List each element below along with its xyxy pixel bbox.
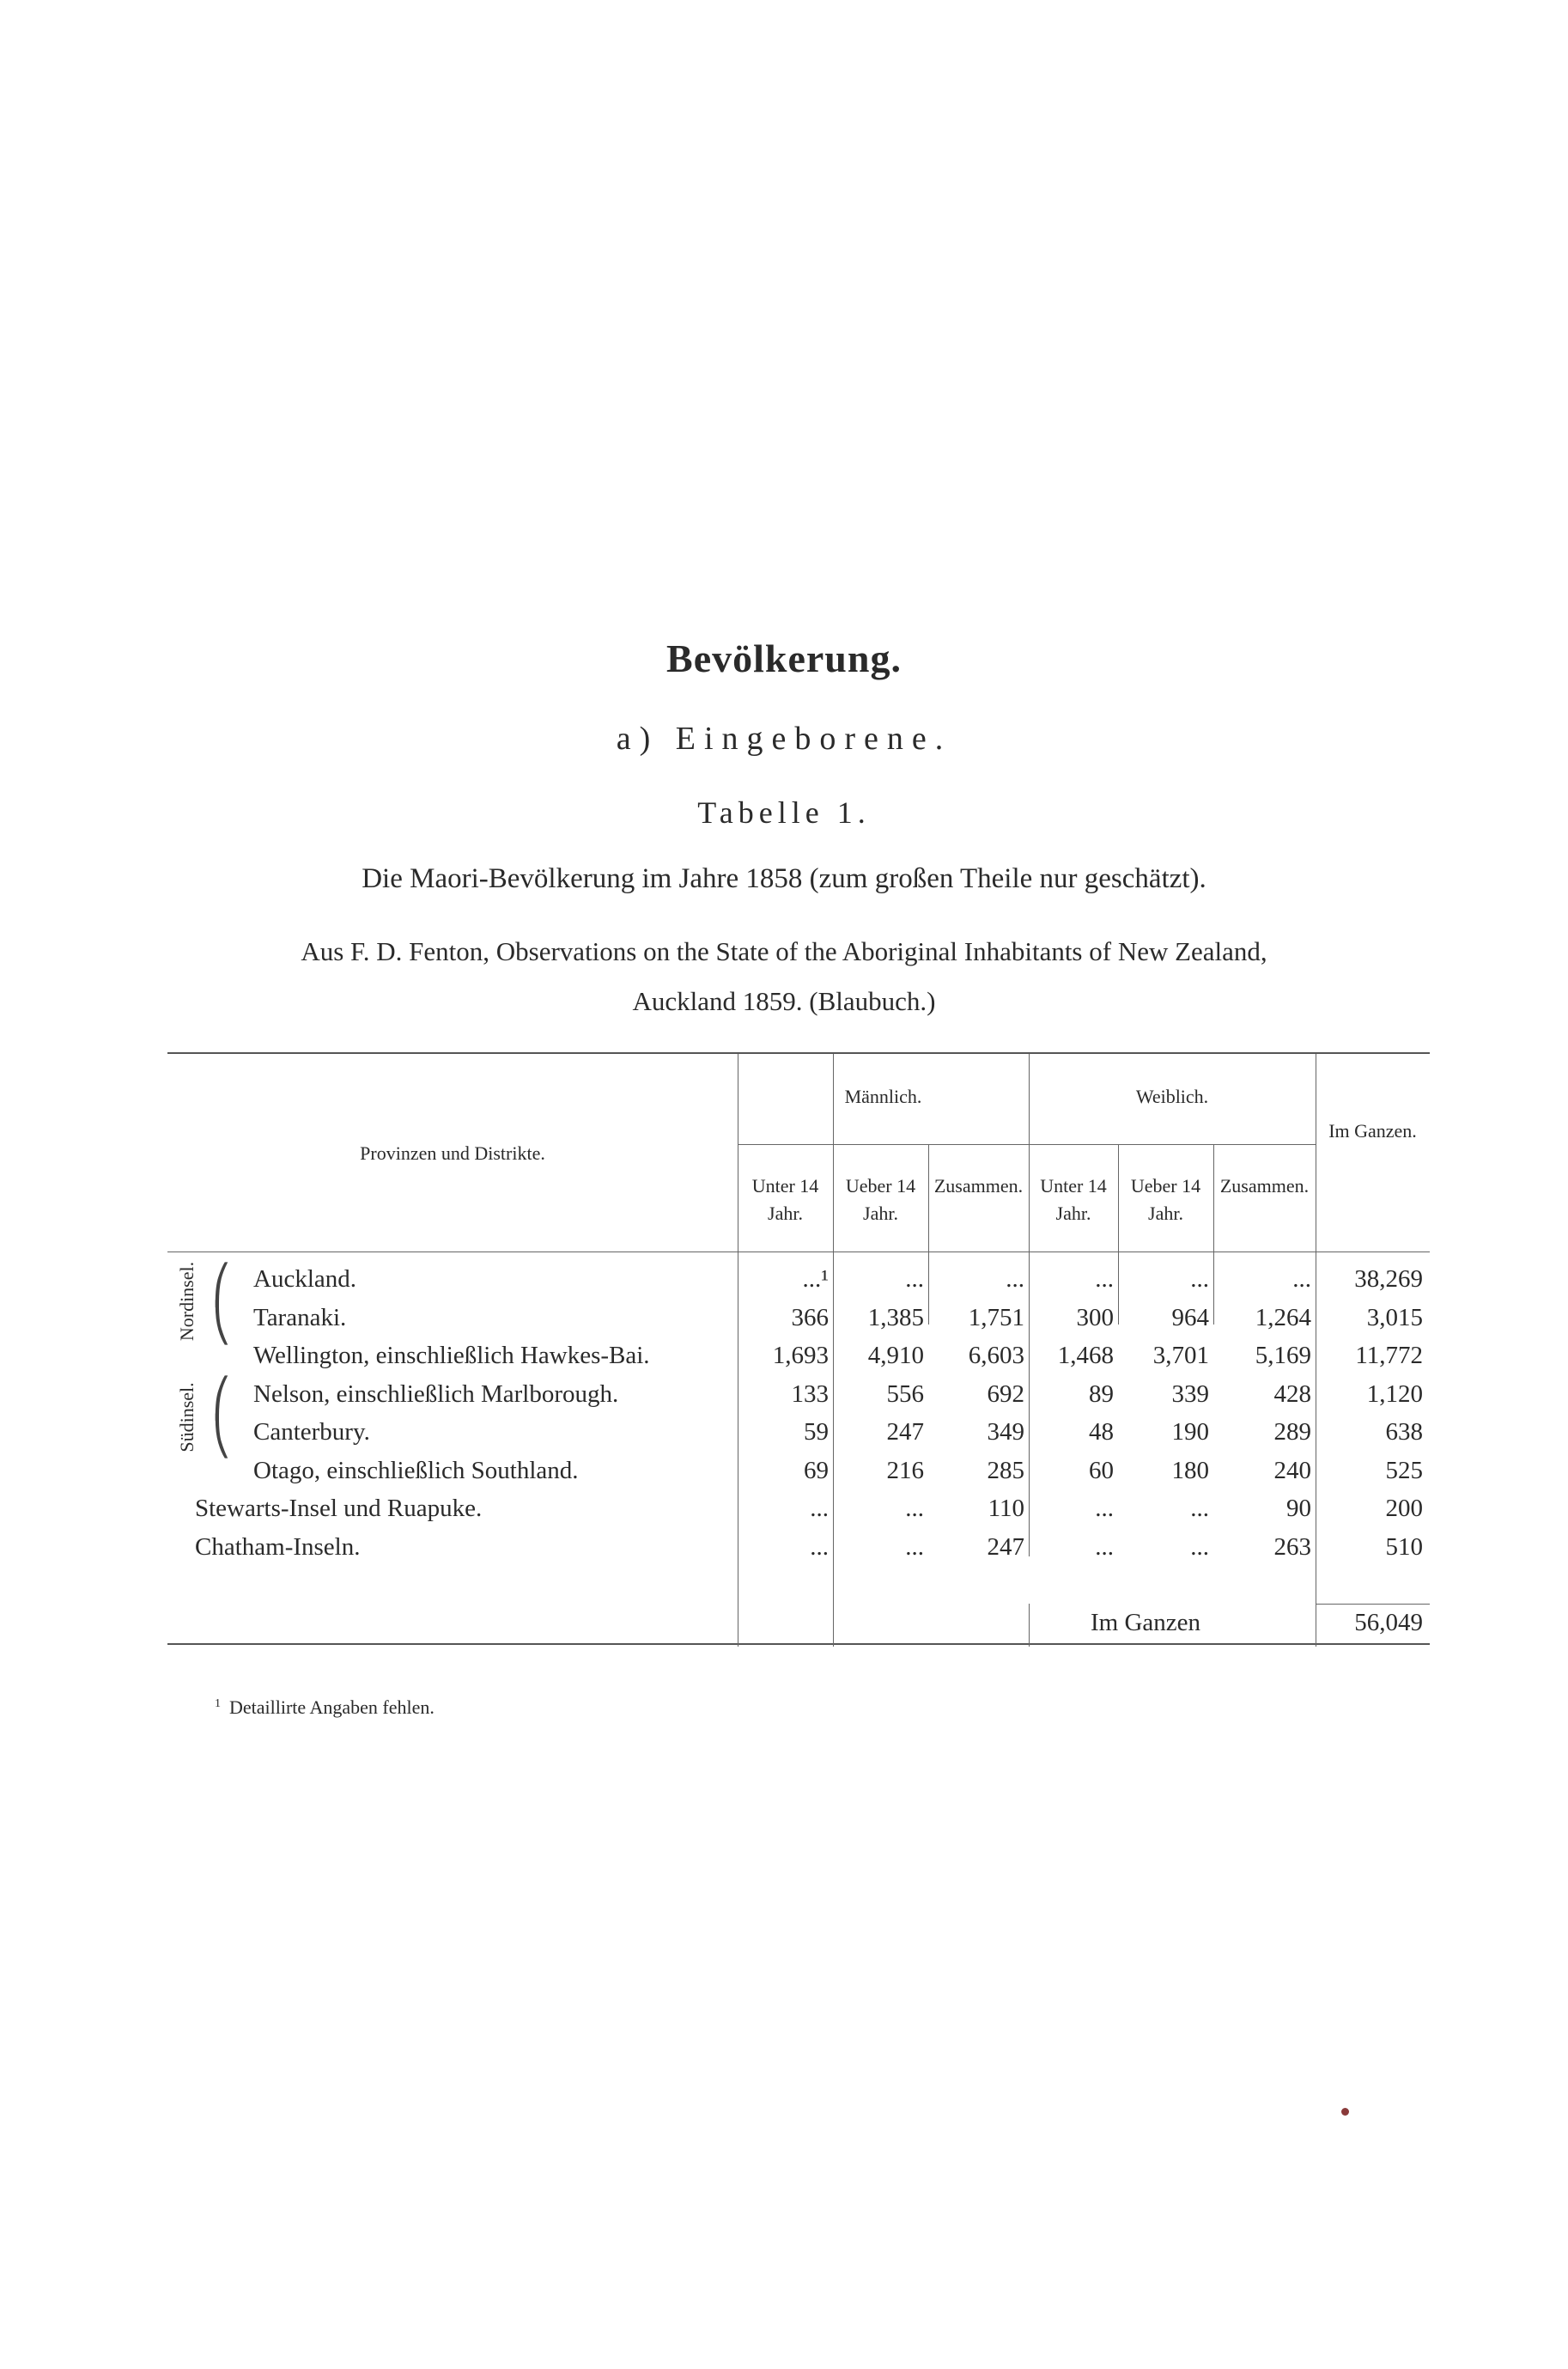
section-subtitle: a) Eingeborene.	[616, 721, 952, 757]
cell-total: 3,015	[1366, 1303, 1423, 1331]
cell-f-o: ...	[1190, 1532, 1209, 1561]
cell-m-s: 349	[987, 1418, 1024, 1446]
cell-f-s: 263	[1273, 1532, 1311, 1561]
cell-total: 638	[1385, 1418, 1423, 1446]
cell-m-s: 6,603	[968, 1342, 1024, 1369]
cell-f-s: 240	[1273, 1456, 1311, 1484]
header-male-sum: Zusammen.	[933, 1175, 1024, 1197]
cell-m-o: ...	[905, 1265, 924, 1293]
cell-total: 200	[1385, 1495, 1423, 1522]
cell-m-u: 366	[791, 1303, 829, 1331]
row-label: Auckland.	[253, 1265, 356, 1293]
row-label: Otago, einschließlich Southland.	[253, 1456, 579, 1484]
row-label: Taranaki.	[253, 1303, 347, 1331]
cell-f-s: 1,264	[1255, 1303, 1311, 1331]
brace-south: ⎝	[212, 1416, 231, 1458]
header-province: Provinzen und Distrikte.	[360, 1142, 545, 1164]
cell-total: 525	[1385, 1456, 1423, 1484]
cell-f-s: 90	[1286, 1495, 1311, 1522]
header-male: Männlich.	[844, 1086, 922, 1107]
table-label: Tabelle 1.	[697, 795, 871, 830]
cell-m-o: 247	[886, 1418, 924, 1446]
group-north-island: Nordinsel.	[176, 1261, 198, 1342]
footnote-text: Detaillirte Angaben fehlen.	[229, 1696, 435, 1718]
cell-f-u: ...	[1095, 1495, 1114, 1522]
cell-f-s: 5,169	[1255, 1342, 1311, 1369]
header-male-under: Unter 14 Jahr.	[751, 1175, 819, 1224]
header-male-over: Ueber 14 Jahr.	[845, 1175, 916, 1224]
cell-m-u: 1,693	[772, 1342, 829, 1369]
header-female-sum: Zusammen.	[1219, 1175, 1310, 1197]
cell-f-s: 289	[1273, 1418, 1311, 1446]
cell-m-s: ...	[1006, 1265, 1024, 1293]
cell-m-u: 69	[804, 1456, 829, 1484]
ink-spot	[1341, 2108, 1349, 2116]
cell-m-u: ...	[810, 1532, 829, 1561]
cell-total: 38,269	[1354, 1265, 1423, 1293]
brace-south: ⎛	[212, 1378, 231, 1420]
cell-f-o: 190	[1171, 1418, 1209, 1446]
cell-m-u: ...	[810, 1495, 829, 1522]
cell-f-u: 48	[1089, 1418, 1114, 1446]
cell-f-o: ...	[1190, 1495, 1209, 1522]
cell-f-s: ...	[1292, 1265, 1311, 1293]
row-label: Nelson, einschließlich Marlborough.	[253, 1379, 619, 1408]
cell-m-s: 692	[987, 1379, 1024, 1408]
cell-f-o: 964	[1171, 1303, 1209, 1331]
source-line-1: Aus F. D. Fenton, Observations on the State of the Aboriginal Inhabitants of New Zealand,	[301, 936, 1267, 966]
row-label: Stewarts-Insel und Ruapuke.	[195, 1495, 483, 1522]
cell-total: 510	[1385, 1532, 1423, 1561]
brace-north: ⎝	[212, 1302, 231, 1344]
cell-total: 1,120	[1366, 1379, 1423, 1408]
cell-m-s: 247	[987, 1532, 1024, 1561]
cell-total: 11,772	[1355, 1342, 1423, 1369]
cell-m-u: 133	[791, 1379, 829, 1408]
row-label: Canterbury.	[253, 1418, 370, 1446]
cell-m-u: 59	[804, 1418, 829, 1446]
cell-f-u: ...	[1095, 1265, 1114, 1293]
row-label: Chatham-Inseln.	[195, 1532, 361, 1561]
footnote	[215, 1696, 435, 1719]
table-title: Die Maori-Bevölkerung im Jahre 1858 (zum großen Theile nur geschätzt).	[362, 863, 1206, 894]
cell-m-s: 110	[988, 1495, 1024, 1522]
cell-f-o: 339	[1171, 1379, 1209, 1408]
cell-f-o: 3,701	[1152, 1342, 1209, 1369]
cell-m-s: 1,751	[968, 1303, 1024, 1331]
cell-m-u: ...¹	[802, 1265, 829, 1293]
cell-f-o: ...	[1190, 1265, 1209, 1293]
source-line-2: Auckland 1859. (Blaubuch.)	[632, 986, 936, 1016]
cell-m-s: 285	[987, 1456, 1024, 1484]
cell-f-s: 428	[1273, 1379, 1311, 1408]
brace-north: ⎛	[212, 1264, 231, 1306]
grand-total-value: 56,049	[1354, 1609, 1423, 1636]
cell-m-o: 556	[886, 1379, 924, 1408]
cell-f-u: 60	[1089, 1456, 1114, 1484]
cell-f-u: 1,468	[1057, 1342, 1114, 1369]
cell-f-u: ...	[1095, 1532, 1114, 1561]
cell-f-u: 89	[1089, 1379, 1114, 1408]
cell-f-u: 300	[1076, 1303, 1114, 1331]
footnote-mark: 1	[215, 1696, 221, 1710]
cell-m-o: 216	[886, 1456, 924, 1484]
population-table	[167, 1052, 1430, 1645]
page-title: Bevölkerung.	[666, 636, 902, 680]
group-south-island: Südinsel.	[176, 1382, 198, 1452]
header-female: Weiblich.	[1135, 1086, 1209, 1107]
header-female-over: Ueber 14 Jahr.	[1130, 1175, 1201, 1224]
grand-total-label: Im Ganzen	[1091, 1609, 1201, 1636]
header-female-under: Unter 14 Jahr.	[1040, 1175, 1107, 1224]
cell-m-o: 4,910	[867, 1342, 924, 1369]
cell-m-o: ...	[905, 1532, 924, 1561]
cell-f-o: 180	[1171, 1456, 1209, 1484]
header-total: Im Ganzen.	[1328, 1120, 1417, 1142]
cell-m-o: 1,385	[867, 1303, 924, 1331]
cell-m-o: ...	[905, 1495, 924, 1522]
row-label: Wellington, einschließlich Hawkes-Bai.	[253, 1342, 650, 1369]
